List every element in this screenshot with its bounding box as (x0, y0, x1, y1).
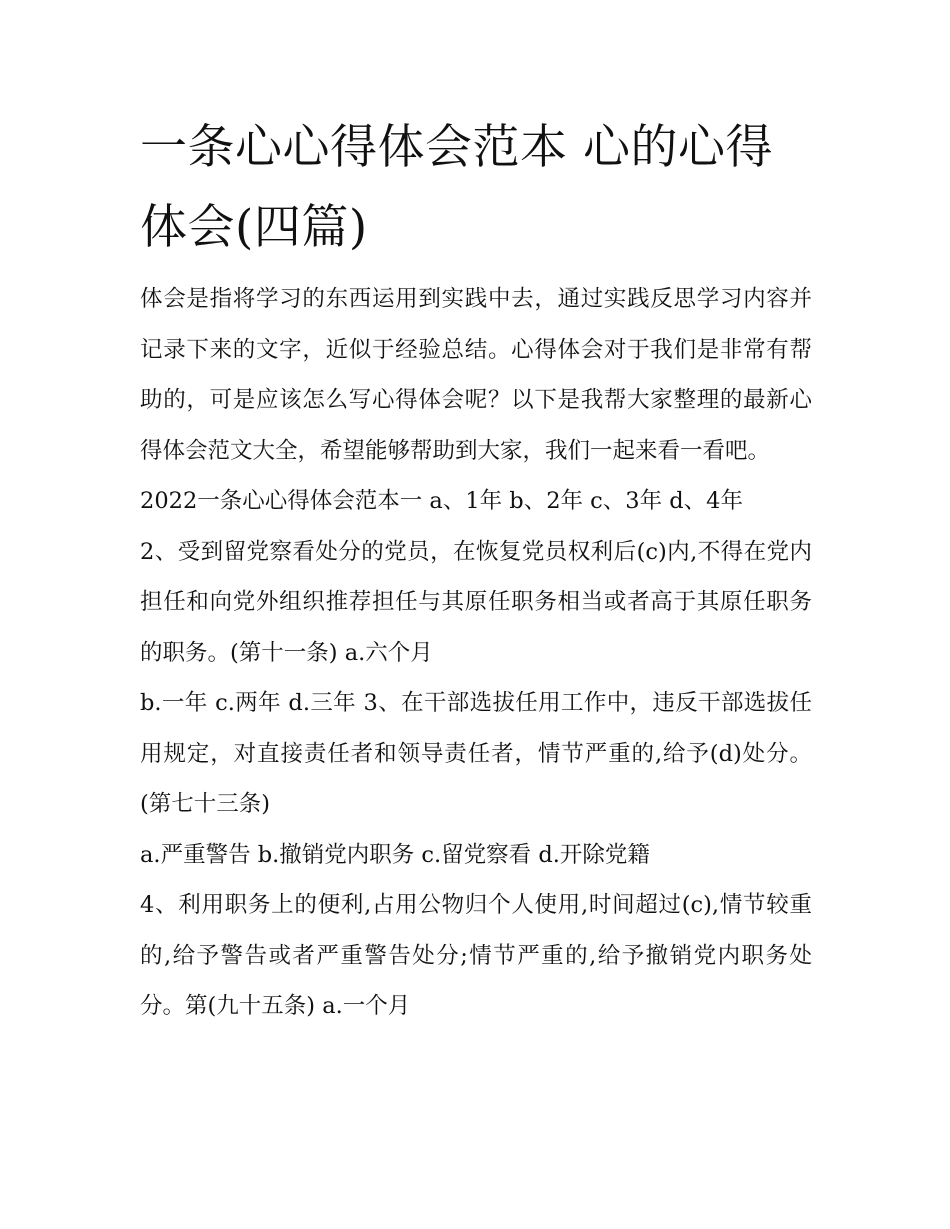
question-3-paragraph: b.一年 c.两年 d.三年 3、在干部选拔任用工作中，违反干部选拔任用规定，对直接责任者和领导责任者，情节严重的,给予(d)处分。(第七十三条) (140, 690, 812, 817)
document-body (140, 274, 812, 1032)
question-2-paragraph: 2、受到留党察看处分的党员，在恢复党员权利后(c)内,不得在党内担任和向党外组织推荐担任与其原任职务相当或者高于其原任职务的职务。(第十一条) a.六个月 (140, 538, 812, 666)
document-page (140, 108, 812, 1032)
section-heading-line: 2022一条心心得体会范本一 a、1年 b、2年 c、3年 d、4年 (140, 488, 743, 514)
intro-paragraph: 体会是指将学习的东西运用到实践中去，通过实践反思学习内容并记录下来的文字，近似于经验总结。心得体会对于我们是非常有帮助的，可是应该怎么写心得体会呢？以下是我帮大家整理的最新心得体会范文大全，希望能够帮助到大家，我们一起来看一看吧。 (140, 286, 812, 464)
document-title: 一条心心得体会范本 心的心得体会(四篇) (140, 120, 773, 255)
question-4-paragraph: 4、利用职务上的便利,占用公物归个人使用,时间超过(c),情节较重的,给予警告或者严重警告处分;情节严重的,给予撤销党内职务处分。第(九十五条) a.一个月 (140, 892, 812, 1019)
question-3-options: a.严重警告 b.撤销党内职务 c.留党察看 d.开除党籍 (140, 841, 650, 868)
